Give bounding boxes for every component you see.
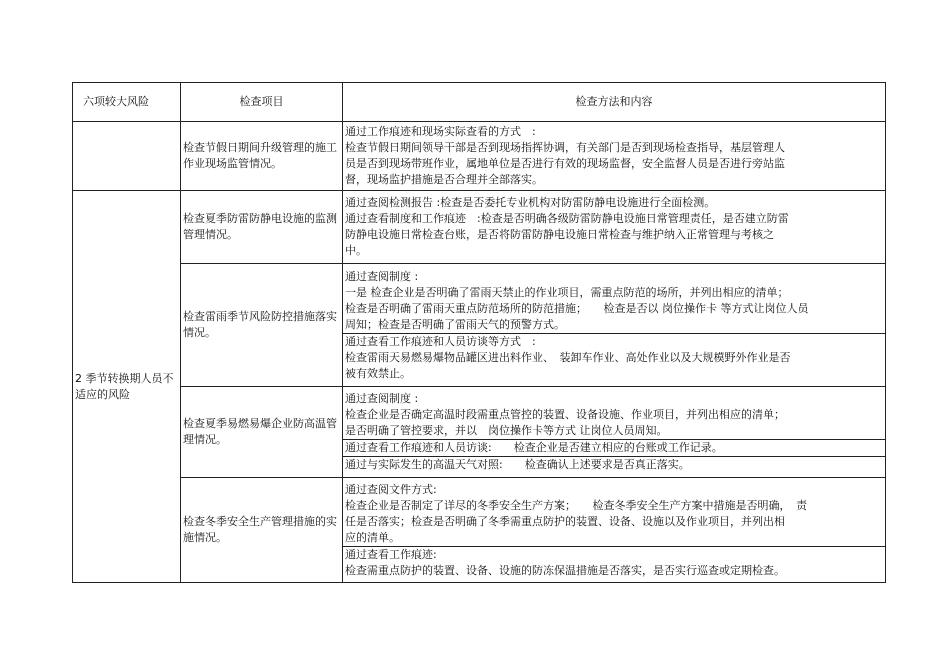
method-line: 通过查看制度和工作痕迹 :检查是否明确各级防雷防静电设施日常管理责任，是否建立防雷: [345, 212, 789, 225]
table-row: [73, 264, 886, 387]
method-line: 检查企业是否制定了详尽的冬季安全生产方案； 检查冬季安全生产方案中措施是否明确， 责: [345, 498, 807, 512]
method-line: 通过查看工作痕迹:: [343, 546, 885, 563]
method-line: 检查企业是否确定高温时段需重点管控的装置、设备设施、作业项目，并列出相应的清单；: [345, 408, 785, 421]
method-line: 检查雷雨天易燃易爆物品罐区进出料作业、 装卸车作业、高处作业以及大规模野外作业是否: [345, 350, 791, 364]
method-line: 检查是否明确了雷雨天重点防范场所的防范措施； 检查是否以 岗位操作卡 等方式让岗位人员: [345, 301, 809, 315]
method-line: 通过查阅制度 :: [345, 392, 419, 405]
method-line: 通过工作痕迹和现场实际查看的方式 :: [345, 125, 536, 138]
check-item: 检查冬季安全生产管理措施的实施情况。: [181, 478, 343, 583]
risk-cell-empty: [73, 122, 181, 191]
method-line: 督，现场监护措施是否合理并全部落实。: [345, 173, 543, 186]
method-line: 中。: [345, 244, 367, 257]
check-method: [343, 387, 886, 478]
method-line: 检查需重点防护的装置、设备、设施的防冻保温措施是否落实，是否实行巡查或定期检查。: [345, 563, 785, 577]
check-method: [343, 478, 886, 583]
risk-inspection-table: [72, 82, 886, 583]
check-method: [343, 264, 886, 387]
method-line: 是否明确了管控要求，并以 岗位操作卡等方式 让岗位人员周知。: [345, 424, 668, 437]
method-line: 防静电设施日常检查台账，是否将防雷防静电设施日常检查与维护纳入正常管理与考核之: [345, 228, 774, 241]
check-item: 检查雷雨季节风险防控措施落实情况。: [181, 264, 343, 387]
check-item: 检查夏季易燃易爆企业防高温管理情况。: [181, 387, 343, 478]
risk-category: 2 季节转换期人员不适应的风险: [73, 191, 181, 583]
method-line: 任是否落实；检查是否明确了冬季需重点防护的装置、设备、设施以及作业项目，并列出相: [345, 514, 785, 528]
method-line: 通过查看工作痕迹和人员访谈: 检查企业是否建立相应的台账或工作记录。: [343, 439, 885, 456]
method-line: 通过查看工作痕迹和人员访谈等方式 :: [343, 333, 885, 350]
check-method: [343, 191, 886, 264]
method-line: 通过与实际发生的高温天气对照: 检查确认上述要求是否真正落实。: [343, 456, 885, 473]
method-line: 周知；检查是否明确了雷雨天气的预警方式。: [345, 317, 565, 331]
method-line: 一是 检查企业是否明确了雷雨天禁止的作业项目，需重点防范的场所，并列出相应的清单；: [345, 285, 789, 299]
table-row: [73, 191, 886, 264]
method-line: 被有效禁止。: [345, 366, 411, 380]
header-risk: 六项较大风险: [73, 83, 181, 122]
table-row: [73, 478, 886, 583]
header-item: 检查项目: [181, 83, 343, 122]
table-row: [73, 122, 886, 191]
method-line: 员是否到现场带班作业，属地单位是否进行有效的现场监督，安全监督人员是否进行旁站监: [345, 157, 785, 170]
method-line: 应的清单。: [345, 530, 400, 544]
table-header-row: [73, 83, 886, 122]
method-line: 通过查阅检测报告 :检查是否委托专业机构对防雷防静电设施进行全面检测。: [345, 196, 716, 209]
method-line: 通过查阅制度 :: [345, 269, 419, 283]
header-method: 检查方法和内容: [343, 83, 886, 122]
check-method: [343, 122, 886, 191]
table-row: [73, 387, 886, 478]
check-item: 检查节假日期间升级管理的施工作业现场监管情况。: [181, 122, 343, 191]
method-line: 检查节假日期间领导干部是否到现场指挥协调，有关部门是否到现场检查指导，基层管理人: [345, 141, 785, 154]
method-line: 通过查阅文件方式:: [345, 482, 437, 496]
check-item: 检查夏季防雷防静电设施的监测管理情况。: [181, 191, 343, 264]
